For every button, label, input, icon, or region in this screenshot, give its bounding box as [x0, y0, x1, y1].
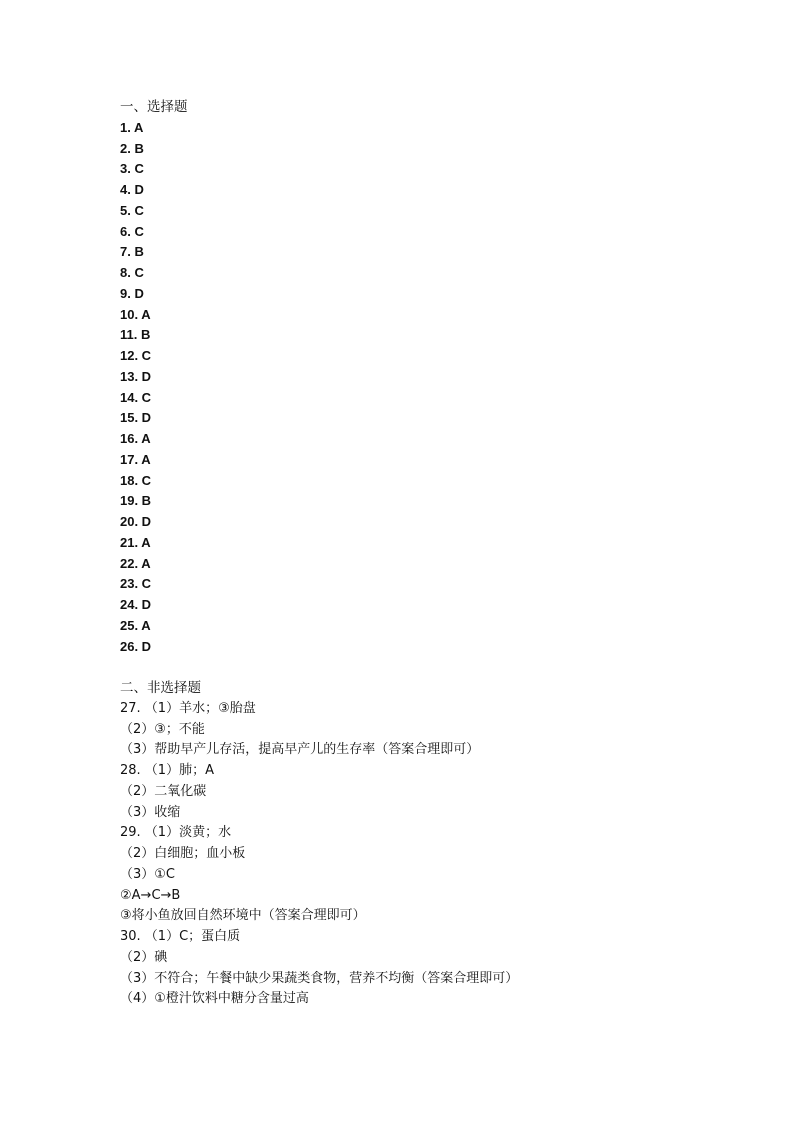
choice-answer: 2. B: [120, 140, 144, 156]
choice-answer: 19. B: [120, 493, 152, 509]
choice-answer: 6. C: [120, 223, 144, 239]
choice-answer: 15. D: [120, 410, 152, 426]
choice-answer: 16. A: [120, 431, 151, 446]
choice-answer: 9. D: [120, 285, 144, 301]
question-28-line-3: （3）收缩: [120, 804, 181, 820]
choice-answer: 4. D: [120, 182, 144, 197]
choice-answer: 23. C: [120, 576, 152, 592]
question-29-line-2: （2）白细胞；血小板: [120, 846, 246, 861]
question-30-line-2: （2）碘: [120, 949, 168, 965]
non-choice-answer-list: [120, 699, 740, 1010]
section-heading-non-choice: 二、非选择题: [120, 680, 201, 696]
choice-answer: 14. C: [120, 389, 152, 405]
question-28-line-1: 28. （1）肺；A: [120, 763, 214, 778]
choice-answer: 10. A: [120, 306, 151, 322]
choice-answer: 24. D: [120, 597, 152, 612]
question-30-line-4: （4）①橙汁饮料中糖分含量过高: [120, 991, 309, 1007]
answer-sheet: [120, 97, 740, 1010]
question-27-line-1: 27. （1）羊水；③胎盘: [120, 700, 256, 716]
question-29-line-1: 29. （1）淡黄；水: [120, 825, 232, 841]
choice-answer: 1. A: [120, 119, 144, 135]
choice-answer: 26. D: [120, 638, 152, 654]
question-30-line-1: 30. （1）C；蛋白质: [120, 929, 241, 944]
question-30-line-3: （3）不符合；午餐中缺少果蔬类食物，营养不均衡（答案合理即可）: [120, 970, 519, 986]
choice-answer: 8. C: [120, 265, 144, 280]
choice-answer: 13. D: [120, 368, 152, 384]
section-gap: [120, 657, 740, 678]
choice-answer: 12. C: [120, 348, 152, 363]
choice-answer: 11. B: [120, 327, 151, 343]
choice-answer: 5. C: [120, 202, 144, 218]
question-27-line-2: （2）③；不能: [120, 721, 205, 737]
section-heading-choice: 一、选择题: [120, 99, 188, 115]
choice-answer: 18. C: [120, 472, 152, 488]
choice-answer: 20. D: [120, 514, 152, 529]
question-28-line-2: （2）二氧化碳: [120, 783, 207, 799]
question-29-line-5: ③将小鱼放回自然环境中（答案合理即可）: [120, 908, 366, 924]
question-29-line-4: ②A→C→B: [120, 887, 181, 903]
question-27-line-3: （3）帮助早产儿存活，提高早产儿的生存率（答案合理即可）: [120, 742, 480, 758]
choice-answer: 21. A: [120, 534, 151, 550]
choice-answer: 25. A: [120, 617, 151, 633]
choice-answer: 3. C: [120, 161, 144, 177]
question-29-line-3: （3）①C: [120, 866, 176, 882]
choice-answer: 7. B: [120, 244, 144, 260]
choice-answer-list: [120, 118, 740, 658]
choice-answer: 22. A: [120, 555, 151, 571]
choice-answer: 17. A: [120, 451, 151, 467]
